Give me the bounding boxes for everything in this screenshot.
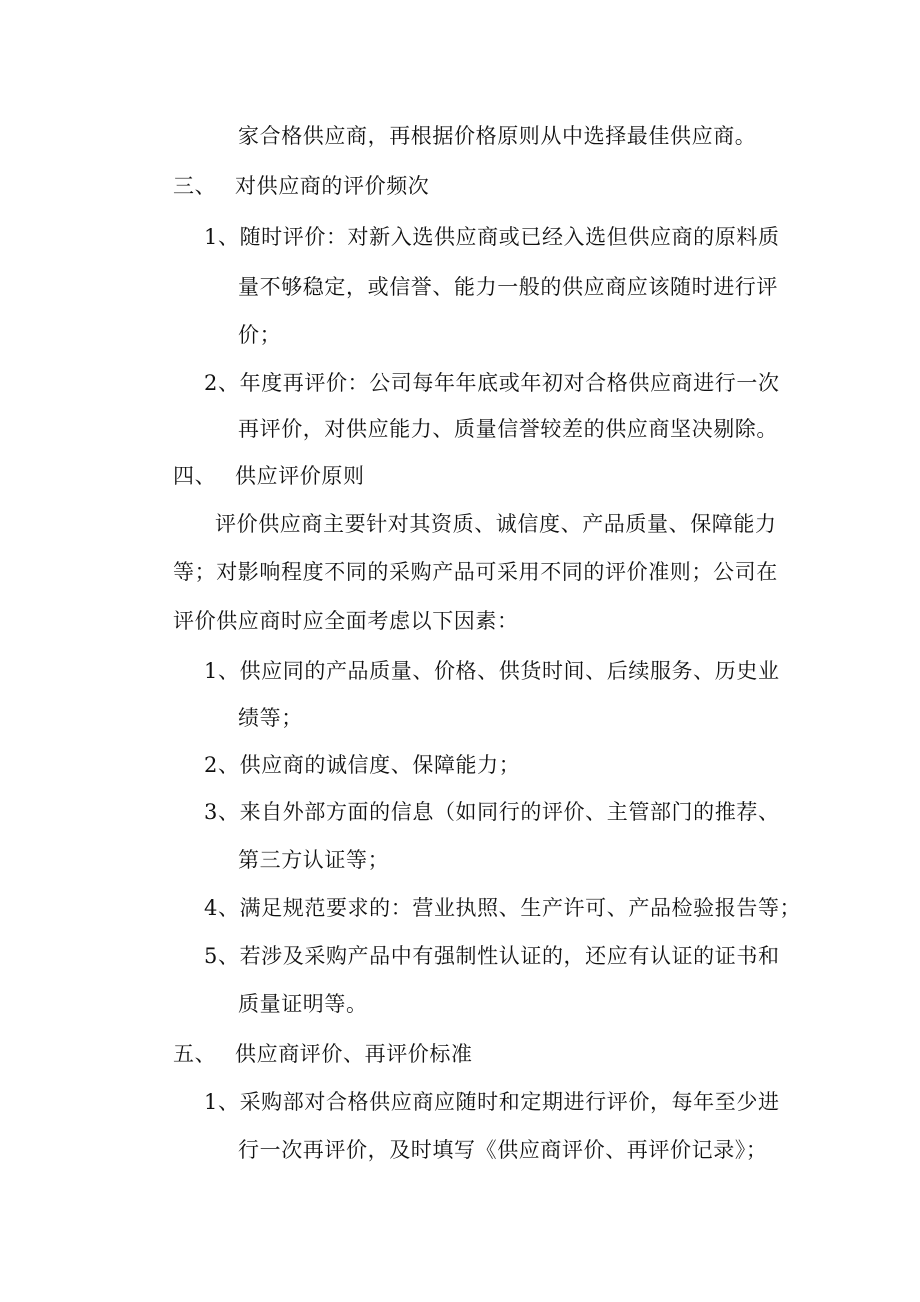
section-number: 四、 bbox=[173, 464, 217, 488]
list-item bbox=[204, 797, 780, 827]
section-number: 三、 bbox=[173, 174, 217, 198]
continuation-line: 家合格供应商，再根据价格原则从中选择最佳供应商。 bbox=[238, 124, 757, 148]
list-text-continued: 质量证明等。 bbox=[238, 992, 368, 1016]
list-text: 若涉及采购产品中有强制性认证的，还应有认证的证书和 bbox=[239, 944, 780, 968]
list-item bbox=[204, 368, 780, 398]
section-number: 五、 bbox=[173, 1042, 217, 1066]
list-item bbox=[204, 656, 780, 686]
list-text-continued: 价； bbox=[238, 323, 282, 347]
list-item bbox=[204, 893, 801, 923]
section-heading-4 bbox=[173, 461, 365, 491]
list-item bbox=[204, 750, 520, 780]
section-heading-5 bbox=[173, 1039, 473, 1069]
list-number: 1、 bbox=[204, 1090, 240, 1114]
section-title: 供应评价原则 bbox=[235, 464, 365, 488]
list-item bbox=[204, 222, 780, 252]
section-title: 对供应商的评价频次 bbox=[235, 174, 430, 198]
list-number: 1、 bbox=[204, 225, 240, 249]
list-number: 4、 bbox=[204, 896, 240, 920]
list-text: 年度再评价：公司每年年底或年初对合格供应商进行一次 bbox=[239, 371, 780, 395]
list-text-continued: 量不够稳定，或信誉、能力一般的供应商应该随时进行评 bbox=[238, 275, 778, 299]
list-text: 供应同的产品质量、价格、供货时间、后续服务、历史业 bbox=[239, 659, 780, 683]
list-item bbox=[204, 1087, 780, 1117]
paragraph-line: 等；对影响程度不同的采购产品可采用不同的评价准则；公司在 bbox=[173, 560, 778, 584]
list-item bbox=[204, 941, 780, 971]
paragraph-line: 评价供应商时应全面考虑以下因素： bbox=[173, 609, 519, 633]
list-text-continued: 再评价，对供应能力、质量信誉较差的供应商坚决剔除。 bbox=[238, 417, 778, 441]
list-number: 1、 bbox=[204, 659, 240, 683]
list-text: 随时评价：对新入选供应商或已经入选但供应商的原料质 bbox=[239, 225, 780, 249]
list-text: 来自外部方面的信息（如同行的评价、主管部门的推荐、 bbox=[239, 800, 780, 824]
paragraph-line: 评价供应商主要针对其资质、诚信度、产品质量、保障能力 bbox=[215, 512, 777, 536]
list-text-continued: 绩等； bbox=[238, 706, 303, 730]
list-number: 2、 bbox=[204, 753, 240, 777]
list-text: 满足规范要求的：营业执照、生产许可、产品检验报告等； bbox=[239, 896, 802, 920]
section-title: 供应商评价、再评价标准 bbox=[235, 1042, 473, 1066]
section-heading-3 bbox=[173, 171, 429, 201]
list-text-continued: 第三方认证等； bbox=[238, 848, 390, 872]
list-number: 5、 bbox=[204, 944, 240, 968]
list-number: 2、 bbox=[204, 371, 240, 395]
list-text-continued: 行一次再评价，及时填写《供应商评价、再评价记录》； bbox=[238, 1138, 768, 1162]
list-number: 3、 bbox=[204, 800, 240, 824]
list-text: 供应商的诚信度、保障能力； bbox=[239, 753, 521, 777]
list-text: 采购部对合格供应商应随时和定期进行评价，每年至少进 bbox=[239, 1090, 780, 1114]
